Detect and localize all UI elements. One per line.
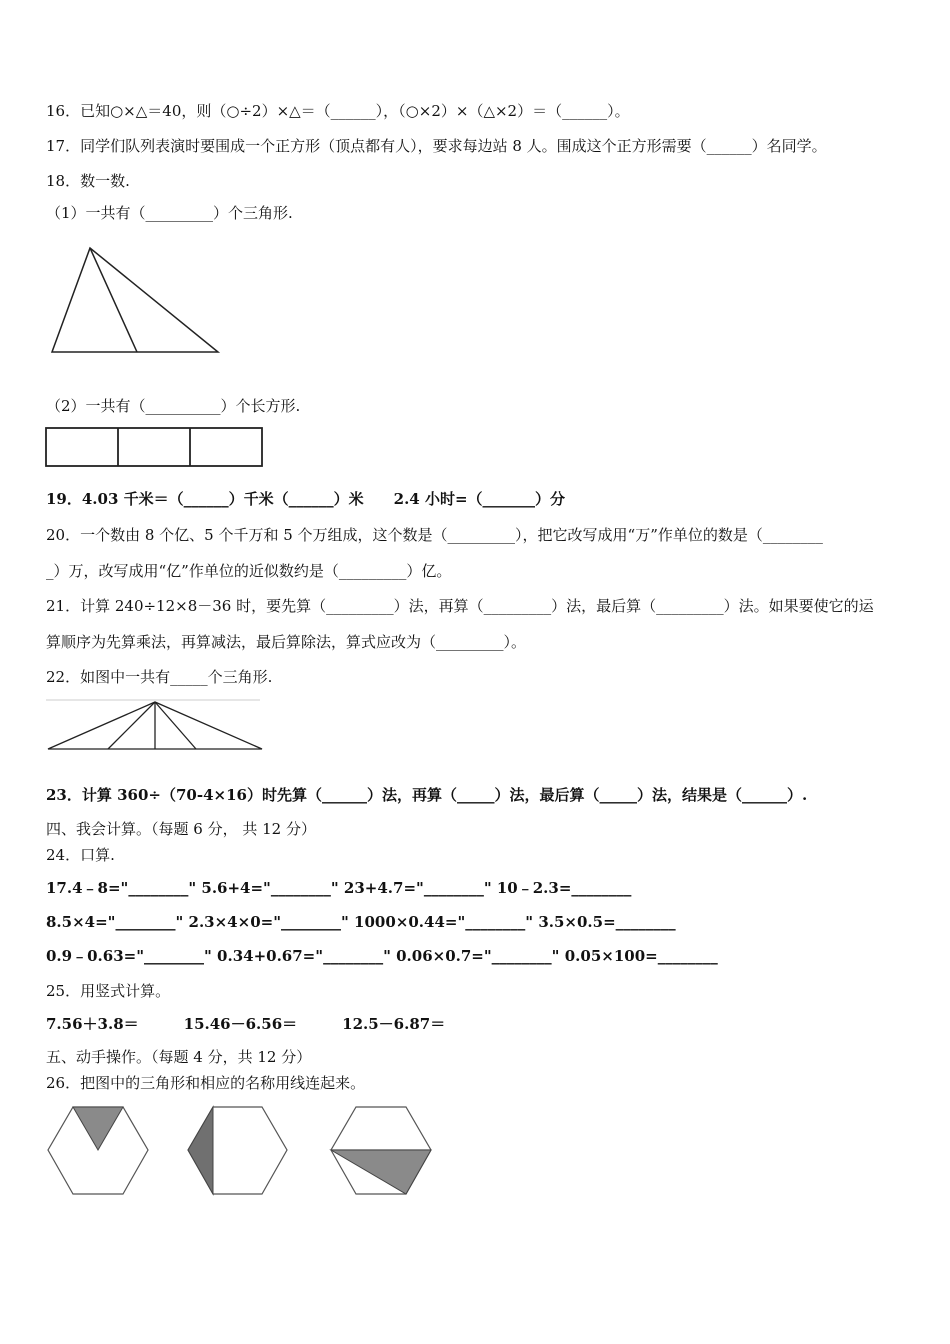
shaded-triangle-2 <box>188 1107 213 1194</box>
question-22: 22．如图中一共有_____个三角形. <box>46 668 273 686</box>
question-20-line1: 20．一个数由 8 个亿、5 个千万和 5 个万组成，这个数是（_________），把它改写成用“万”作单位的数是（________ <box>46 526 823 544</box>
question-19: 19．4.03 千米＝（______）千米（______）米 2.4 小时=（_______）分 <box>46 490 566 508</box>
question-18-part1: （1）一共有（_________）个三角形. <box>46 204 293 222</box>
mental-math-row-1: 17.4﹣8="________" 5.6+4="________" 23+4.7="________" 10﹣2.3=________ <box>46 879 632 897</box>
section-5-heading: 五、动手操作。（每题 4 分，共 12 分） <box>46 1048 312 1066</box>
shaded-triangle-1 <box>73 1107 123 1150</box>
question-23: 23．计算 360÷（70-4×16）时先算（______）法，再算（_____）法，最后算（_____）法，结果是（______）. <box>46 786 808 804</box>
question-20-line2: _）万，改写成用“亿”作单位的近似数约是（_________）亿。 <box>46 562 452 580</box>
mental-math-row-2: 8.5×4="________" 2.3×4×0="________" 1000×0.44="________" 3.5×0.5=________ <box>46 913 676 931</box>
section-4-heading: 四、我会计算。（每题 6 分， 共 12 分） <box>46 820 316 838</box>
question-18-title: 18．数一数. <box>46 172 130 190</box>
question-16: 16．已知○×△＝40，则（○÷2）×△＝（______），（○×2）×（△×2）＝（______）。 <box>46 102 630 120</box>
question-21-line2: 算顺序为先算乘法，再算减法，最后算除法，算式应改为（_________）。 <box>46 633 527 651</box>
question-25: 25．用竖式计算。 <box>46 982 171 1000</box>
mental-math-row-3: 0.9﹣0.63="________" 0.34+0.67="________" 0.06×0.7="________" 0.05×100=________ <box>46 947 718 965</box>
question-21-line1: 21．计算 240÷12×8－36 时，要先算（_________）法，再算（_________）法，最后算（_________）法。如果要使它的运 <box>46 597 874 615</box>
question-24: 24．口算. <box>46 846 115 864</box>
vertical-calc-row: 7.56＋3.8＝ 15.46－6.56＝ 12.5－6.87＝ <box>46 1015 446 1033</box>
question-17: 17．同学们队列表演时要围成一个正方形（顶点都有人），要求每边站 8 人。围成这个正方形需要（______）名同学。 <box>46 137 827 155</box>
question-26: 26．把图中的三角形和相应的名称用线连起来。 <box>46 1074 366 1092</box>
shaded-triangle-3 <box>331 1150 431 1194</box>
question-18-part2: （2）一共有（__________）个长方形. <box>46 397 301 415</box>
